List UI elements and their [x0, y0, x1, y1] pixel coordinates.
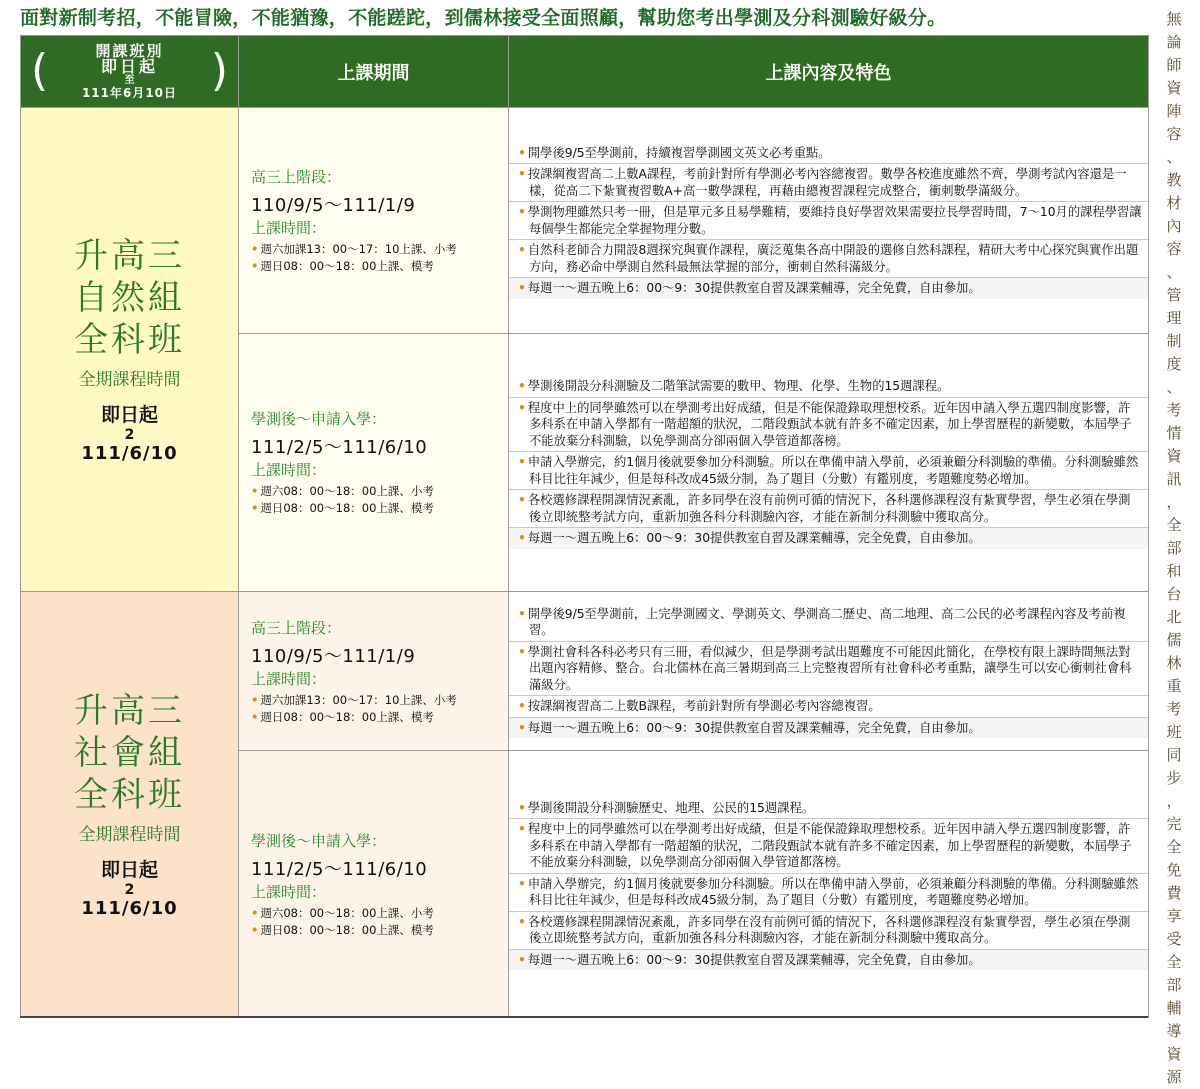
headline: 面對新制考招，不能冒險，不能猶豫，不能蹉跎，到儒林接受全面照顧，幫助您考出學測及分科測驗好級分。: [20, 7, 947, 29]
period-cell: [239, 108, 509, 334]
class-title-line: 全科班: [74, 320, 185, 360]
side-char: 考: [1166, 401, 1182, 419]
content-item: [509, 696, 1148, 718]
bullet-icon: •: [518, 914, 526, 929]
side-char: 免: [1166, 861, 1182, 879]
bullet-icon: •: [518, 952, 526, 967]
content-item: [509, 950, 1148, 971]
side-char: 班: [1166, 723, 1182, 741]
schedule-line: [251, 905, 502, 922]
header-class-end: 111年6月10日: [81, 85, 178, 100]
bullet-icon: •: [518, 876, 526, 891]
period-cell: [239, 334, 509, 592]
content-text: 每週一～週五晚上6：00～9：30提供教室自習及課業輔導，完全免費，自由參加。: [527, 281, 981, 295]
side-char: 、: [1166, 263, 1182, 281]
course-range-mark: 2: [124, 427, 135, 443]
bullet-icon: •: [518, 822, 526, 837]
content-item: [509, 528, 1148, 549]
bullet-icon: •: [251, 242, 259, 256]
class-title-line: 升高三: [74, 691, 185, 731]
content-text: 按課綱複習高二上數A課程，考前針對所有學測必考內容總複習。數學各校進度雖然不齊，學測考試內容還是一樣，從高二下紮實複習數A+高一數學課程，再藉由總複習課程完成整合，衝刺數學滿級分。: [527, 167, 1127, 198]
course-end: 111/6/10: [81, 443, 178, 464]
content-text: 學測後開設分科測驗歷史、地理、公民的15週課程。: [527, 800, 815, 815]
bullet-icon: •: [518, 606, 526, 621]
schedule-table: [20, 35, 1149, 1018]
period-dates: 110/9/5～111/1/9: [251, 645, 416, 667]
side-char: 全: [1166, 953, 1182, 971]
side-char: 資: [1166, 79, 1182, 97]
content-cell: [509, 108, 1149, 334]
content-text: 學測社會科各科必考只有三冊，看似減少，但是學測考試出題難度不可能因此簡化，在學校有限上課時間無法對出題內容精修、整合。台北儒林在高三暑期到高三上完整複習所有社會科必考重點，讓學生可以安心衝刺社會科滿級分。: [527, 644, 1132, 692]
bullet-icon: •: [518, 531, 526, 546]
bullet-icon: •: [518, 205, 526, 219]
course-range-mark: 2: [124, 882, 135, 898]
bullet-icon: •: [251, 692, 259, 707]
class-title-line: 升高三: [74, 236, 185, 276]
schedule-line: [251, 500, 502, 517]
side-char: 步: [1166, 769, 1182, 787]
schedule-line: [251, 258, 502, 275]
side-char: 林: [1166, 654, 1182, 672]
content-text: 申請入學辦完，約1個月後就要參加分科測驗。所以在準備申請入學前，必須兼顧分科測驗的準備。分科測驗雖然科目比往年減少，但是每科改成45級分制，為了題目（分數）有鑑別度，考題難度勢必增加。: [527, 455, 1139, 486]
side-char: 全: [1166, 516, 1182, 534]
content-item: [509, 718, 1148, 739]
content-text: 每週一～週五晚上6：00～9：30提供教室自習及課業輔導，完全免費，自由參加。: [527, 952, 981, 967]
schedule-text: 週六加課13：00～17：10上課、小考: [260, 242, 457, 256]
content-item: [509, 278, 1148, 299]
content-item: [509, 240, 1148, 278]
side-char: 陣: [1166, 102, 1182, 120]
bullet-icon: •: [518, 281, 526, 295]
schedule-line: [251, 709, 502, 726]
class-title-line: 社會組: [74, 733, 185, 773]
side-char: 同: [1166, 746, 1182, 764]
side-char: 考: [1166, 700, 1182, 718]
content-text: 學測後開設分科測驗及二階筆試需要的數甲、物理、化學、生物的15週課程。: [527, 379, 950, 394]
side-char: 部: [1166, 539, 1182, 557]
content-text: 學測物理雖然只考一冊，但是單元多且易學難精，要維持良好學習效果需要拉長學習時間，7～10月的課程學習讓每個學生都能完全掌握物理分數。: [527, 205, 1142, 236]
bullet-icon: •: [518, 644, 526, 659]
bullet-icon: •: [251, 905, 259, 920]
side-char: 受: [1166, 930, 1182, 948]
period-dates: 111/2/5～111/6/10: [251, 437, 428, 458]
bullet-icon: •: [251, 709, 259, 724]
header-row: [21, 36, 1149, 108]
content-text: 開學後9/5至學測前，持續複習學測國文英文必考重點。: [527, 145, 831, 160]
side-char: 完: [1166, 815, 1182, 833]
class-title-line: 自然組: [74, 278, 185, 318]
bullet-icon: •: [518, 800, 526, 815]
side-char: 訊: [1166, 470, 1182, 488]
content-item: [509, 819, 1148, 874]
content-text: 自然科老師合力開設8週探究與實作課程，廣泛蒐集各高中開設的選修自然科課程，精研大考中心探究與實作出題方向，務必命中學測自然科最無法掌握的部分，衝刺自然科滿級分。: [527, 243, 1139, 274]
side-char: 制: [1166, 332, 1182, 350]
class-title-line: 全科班: [74, 775, 185, 815]
schedule-text: 週六08：00～18：00上課、小考: [260, 484, 434, 498]
schedule-text: 週日08：00～18：00上課、模考: [260, 501, 434, 515]
side-char: 源: [1166, 1068, 1182, 1086]
header-paren-left: (: [31, 45, 49, 96]
period-time-label: 上課時間：: [251, 219, 327, 237]
schedule-text: 週六08：00～18：00上課、小考: [260, 905, 434, 920]
side-char: 師: [1166, 56, 1182, 74]
side-char: 重: [1166, 677, 1182, 695]
side-slogan: [1152, 8, 1196, 1086]
content-item: [509, 874, 1148, 912]
schedule-line: [251, 922, 502, 939]
side-char: 教: [1166, 171, 1182, 189]
schedule-line: [251, 692, 502, 709]
course-start: 即日起: [100, 404, 158, 426]
content-item: [509, 398, 1148, 453]
course-period-label: 全期課程時間: [78, 370, 181, 390]
side-char: 論: [1166, 33, 1182, 51]
content-text: 按課綱複習高二上數B課程，考前針對所有學測必考內容總複習。: [527, 699, 881, 714]
content-item: [509, 164, 1148, 202]
side-char: 費: [1166, 884, 1182, 902]
table-row: [21, 108, 1149, 334]
period-stage: 高三上階段：: [251, 168, 342, 186]
bullet-icon: •: [518, 379, 526, 394]
bullet-icon: •: [518, 167, 526, 181]
period-time-label: 上課時間：: [251, 669, 327, 688]
side-char: 享: [1166, 907, 1182, 925]
schedule-text: 週日08：00～18：00上課、模考: [260, 709, 434, 724]
side-char: 資: [1166, 447, 1182, 465]
schedule-text: 週六加課13：00～17：10上課、小考: [260, 692, 457, 707]
content-cell: [509, 751, 1149, 1018]
course-end: 111/6/10: [81, 898, 178, 919]
course-period-label: 全期課程時間: [78, 825, 181, 845]
side-char: 理: [1166, 309, 1182, 327]
side-char: 儒: [1166, 631, 1182, 649]
schedule-text: 週日08：00～18：00上課、模考: [260, 922, 434, 937]
bullet-icon: •: [518, 400, 526, 415]
bullet-icon: •: [518, 699, 526, 714]
content-item: [509, 452, 1148, 490]
side-char: 台: [1166, 585, 1182, 603]
content-text: 各校選修課程開課情況紊亂，許多同學在沒有前例可循的情況下，各科選修課程沒有紮實學習，學生必須在學測後立即統整考試方向，重新加強各科分科測驗內容，才能在新制分科測驗中獲取高分。: [527, 914, 1131, 946]
content-text: 程度中上的同學雖然可以在學測考出好成績，但是不能保證錄取理想校系。近年因申請入學五選四制度影響，許多科系在申請入學都有一階超額的狀況，二階段甄試本就有許多不確定因素，加上學習歷程的新變數，本屆學子不能放棄分科測驗，以免學測高分卻兩個入學管道都落榜。: [527, 400, 1132, 448]
content-text: 申請入學辦完，約1個月後就要參加分科測驗。所以在準備申請入學前，必須兼顧分科測驗的準備。分科測驗雖然科目比往年減少，但是每科改成45級分制，為了題目（分數）有鑑別度，考題難度勢必增加。: [527, 876, 1139, 908]
side-char: 無: [1166, 10, 1182, 28]
side-char: 北: [1166, 608, 1182, 626]
class-group-cell: [21, 108, 239, 592]
bullet-icon: •: [518, 455, 526, 470]
period-dates: 110/9/5～111/1/9: [251, 195, 416, 216]
period-dates: 111/2/5～111/6/10: [251, 858, 428, 880]
period-cell: [239, 592, 509, 751]
content-item: [509, 912, 1148, 950]
bullet-icon: •: [251, 484, 259, 498]
period-cell: [239, 751, 509, 1018]
content-text: 程度中上的同學雖然可以在學測考出好成績，但是不能保證錄取理想校系。近年因申請入學五選四制度影響，許多科系在申請入學都有一階超額的狀況，二階段甄試本就有許多不確定因素，加上學習歷程的新變數，本屆學子不能放棄分科測驗，以免學測高分卻兩個入學管道都落榜。: [527, 822, 1132, 870]
side-char: 情: [1166, 424, 1182, 442]
side-char: 度: [1166, 355, 1182, 373]
period-stage: 高三上階段：: [251, 618, 342, 637]
bottom-rule: [20, 1016, 1148, 1018]
side-char: 材: [1166, 194, 1182, 212]
content-cell: [509, 592, 1149, 751]
side-char: 導: [1166, 1022, 1182, 1040]
content-text: 每週一～週五晚上6：00～9：30提供教室自習及課業輔導，完全免費，自由參加。: [527, 531, 981, 546]
content-item: [509, 642, 1148, 697]
side-char: 全: [1166, 838, 1182, 856]
content-item: [509, 202, 1148, 240]
bullet-icon: •: [251, 922, 259, 937]
bullet-icon: •: [518, 720, 526, 735]
side-char: ，: [1166, 792, 1182, 810]
content-text: 每週一～週五晚上6：00～9：30提供教室自習及課業輔導，完全免費，自由參加。: [527, 720, 981, 735]
content-item: [509, 604, 1148, 642]
content-cell: [509, 334, 1149, 592]
side-char: 資: [1166, 1045, 1182, 1063]
side-char: 容: [1166, 125, 1182, 143]
class-group-cell: [21, 592, 239, 1018]
period-stage: 學測後～申請入學：: [251, 831, 387, 850]
content-item: [509, 376, 1148, 398]
bullet-icon: •: [251, 259, 259, 273]
course-start: 即日起: [100, 859, 158, 881]
period-time-label: 上課時間：: [251, 882, 327, 901]
header-period: 上課期間: [239, 36, 509, 108]
schedule-line: [251, 483, 502, 500]
period-time-label: 上課時間：: [251, 461, 327, 479]
header-content: 上課內容及特色: [509, 36, 1149, 108]
side-char: 內: [1166, 217, 1182, 235]
bullet-icon: •: [251, 501, 259, 515]
content-item: [509, 798, 1148, 820]
side-char: 、: [1166, 148, 1182, 166]
period-stage: 學測後～申請入學：: [251, 410, 387, 428]
content-text: 開學後9/5至學測前，上完學測國文、學測英文、學測高二歷史、高二地理、高二公民的必考課程內容及考前複習。: [527, 606, 1126, 638]
schedule-line: [251, 241, 502, 258]
header-class-start: 即日起: [100, 57, 158, 77]
side-char: 、: [1166, 378, 1182, 396]
schedule-text: 週日08：00～18：00上課、模考: [260, 259, 434, 273]
content-item: [509, 143, 1148, 165]
header-paren-right: ): [210, 45, 228, 96]
bullet-icon: •: [518, 145, 526, 160]
bullet-icon: •: [518, 493, 526, 508]
content-item: [509, 490, 1148, 528]
header-class: [21, 36, 239, 108]
side-char: 容: [1166, 240, 1182, 258]
side-char: 管: [1166, 286, 1182, 304]
table-row: [21, 592, 1149, 751]
side-char: 和: [1166, 562, 1182, 580]
bullet-icon: •: [518, 243, 526, 257]
header-class-to: 至: [124, 75, 135, 87]
content-text: 各校選修課程開課情況紊亂，許多同學在沒有前例可循的情況下，各科選修課程沒有紮實學習，學生必須在學測後立即統整考試方向，重新加強各科分科測驗內容，才能在新制分科測驗中獲取高分。: [527, 493, 1131, 524]
side-char: 部: [1166, 976, 1182, 994]
header-class-label: 開課班別: [95, 41, 164, 60]
side-char: ，: [1166, 493, 1182, 511]
side-char: 輔: [1166, 999, 1182, 1017]
